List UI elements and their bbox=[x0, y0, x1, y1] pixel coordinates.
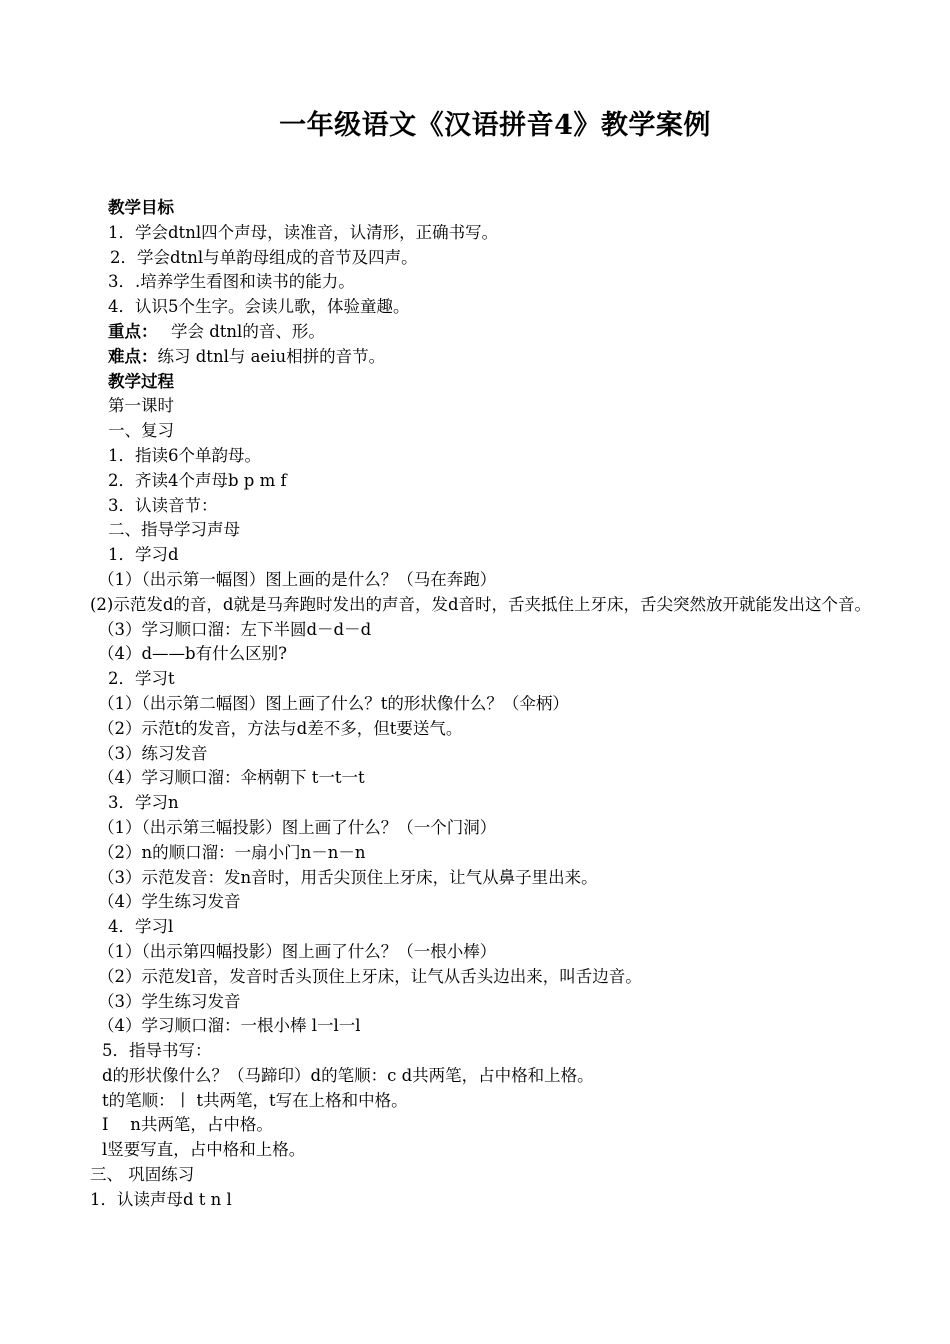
text-line: 2．齐读4个声母b p m f bbox=[108, 470, 287, 490]
text-line: 2．学会dtnl与单韵母组成的音节及四声。 bbox=[110, 247, 418, 267]
document-title: 一年级语文《汉语拼音4》教学案例 bbox=[279, 110, 711, 141]
text-line: d的形状像什么？（马蹄印）d的笔顺：c d共两笔，占中格和上格。 bbox=[102, 1065, 594, 1085]
text-line: 5．指导书写： bbox=[102, 1041, 212, 1061]
text-line bbox=[90, 320, 880, 345]
text-line: 3．认读音节： bbox=[108, 495, 218, 515]
text-line: 4．认识5个生字。会读儿歌，体验童趣。 bbox=[108, 297, 410, 317]
text-line: 1．学习d bbox=[108, 545, 179, 565]
text-line: 1．学会dtnl四个声母，读准音，认清形，正确书写。 bbox=[108, 222, 499, 242]
text-line: （1）（出示第四幅投影）图上画了什么？（一根小棒） bbox=[98, 941, 497, 961]
text-line: （1）（出示第三幅投影）图上画了什么？（一个门洞） bbox=[98, 817, 497, 837]
text-line: t的笔顺：丨 t共两笔，t写在上格和中格。 bbox=[102, 1090, 408, 1110]
text-line: l竖要写直，占中格和上格。 bbox=[102, 1140, 306, 1160]
text-line: （3）示范发音：发n音时，用舌尖顶住上牙床，让气从鼻子里出来。 bbox=[98, 867, 598, 887]
text-line: 2．学习t bbox=[108, 669, 175, 689]
text-line: 二、指导学习声母 bbox=[108, 520, 240, 540]
text-line: 教学目标 bbox=[108, 198, 174, 217]
text-line: 1．指读6个单韵母。 bbox=[108, 445, 261, 465]
text-line: （1）（出示第二幅图）图上画了什么？t的形状像什么？（伞柄） bbox=[98, 693, 569, 713]
line-label: 难点： bbox=[108, 346, 158, 366]
text-line: （3）学生练习发音 bbox=[98, 991, 241, 1011]
text-line: （1）（出示第一幅图）图上画的是什么？（马在奔跑） bbox=[98, 569, 497, 589]
text-line: 一、复习 bbox=[108, 421, 174, 441]
text-line: 4．学习l bbox=[108, 917, 174, 937]
line-text: 练习 dtnl与 aeiu相拼的音节。 bbox=[157, 346, 386, 366]
text-line: （3）练习发音 bbox=[98, 743, 208, 763]
text-line: 3．学习n bbox=[108, 793, 179, 813]
text-line: (2)示范发d的音，d就是马奔跑时发出的声音，发d音时，舌夹抵住上牙床，舌尖突然放开就能发出这个音。 bbox=[90, 594, 872, 614]
text-line: I n共两笔，占中格。 bbox=[102, 1115, 273, 1135]
text-line: （2）示范t的发音，方法与d差不多，但t要送气。 bbox=[98, 718, 463, 738]
document-body bbox=[90, 196, 880, 1213]
text-line: （2）n的顺口溜：一扇小门n－n－n bbox=[98, 842, 366, 862]
text-line: 第一课时 bbox=[108, 396, 174, 416]
text-line: （4）学习顺口溜：一根小棒 l一l一l bbox=[98, 1016, 361, 1036]
line-text: 学会 dtnl的音、形。 bbox=[149, 321, 325, 341]
text-line: （4）学生练习发音 bbox=[98, 892, 241, 912]
text-line: （2）示范发l音，发音时舌头顶住上牙床，让气从舌头边出来，叫舌边音。 bbox=[98, 966, 642, 986]
text-line bbox=[90, 345, 880, 370]
text-line: 教学过程 bbox=[108, 371, 174, 391]
text-line: （4）学习顺口溜：伞柄朝下 t一t一t bbox=[98, 768, 365, 788]
text-line: 3．.培养学生看图和读书的能力。 bbox=[108, 272, 355, 292]
text-line: 三、 巩固练习 bbox=[90, 1165, 195, 1185]
text-line: （4）d——b有什么区别? bbox=[98, 644, 287, 664]
line-label: 重点： bbox=[108, 321, 150, 341]
text-line: （3）学习顺口溜：左下半圆d－d－d bbox=[98, 619, 372, 639]
text-line: 1．认读声母d t n l bbox=[90, 1189, 232, 1209]
